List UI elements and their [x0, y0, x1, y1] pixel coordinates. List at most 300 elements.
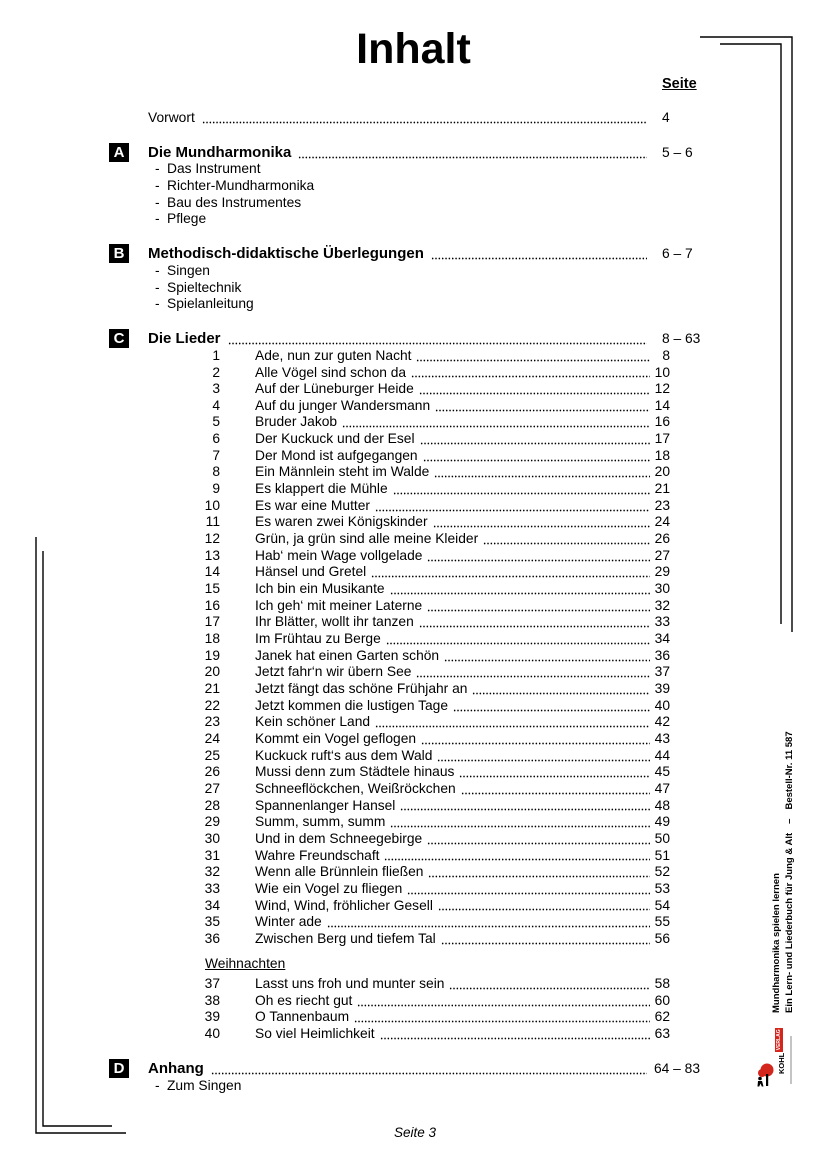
song-entry-main: [255, 731, 650, 748]
song-entry: [0, 398, 827, 415]
song-page-number: 17: [654, 431, 670, 447]
subitem-label: Pflege: [167, 211, 207, 227]
song-entry: [0, 348, 827, 365]
song-number: 26: [204, 764, 220, 780]
song-page-number: 42: [654, 714, 670, 730]
dot-leader: [461, 781, 650, 798]
table-of-contents: [0, 110, 827, 1095]
bullet-dash: -: [155, 194, 160, 210]
song-number: 36: [204, 930, 220, 946]
song-entry: [0, 714, 827, 731]
song-entry: [0, 581, 827, 598]
section-title: Anhang: [148, 1060, 204, 1078]
bullet-dash: -: [155, 296, 160, 312]
dot-leader: [453, 698, 650, 715]
entry-page-number: 4: [662, 109, 670, 125]
section-letter-badge: C: [109, 329, 129, 348]
song-entry: [0, 798, 827, 815]
song-entry: [0, 993, 827, 1010]
song-title: Der Mond ist aufgegangen: [255, 447, 418, 463]
song-title: Grün, ja grün sind alle meine Kleider: [255, 531, 479, 547]
song-page-number: 33: [654, 614, 670, 630]
section-subitem: [0, 211, 827, 228]
page-column-header: Seite: [662, 75, 697, 92]
dot-leader: [433, 514, 650, 531]
side-separator: –: [784, 818, 795, 824]
song-title: Der Kuckuck und der Esel: [255, 431, 415, 447]
song-number: 19: [204, 647, 220, 663]
dot-leader: [375, 498, 650, 515]
song-number: 9: [212, 481, 220, 497]
song-entry: [0, 631, 827, 648]
song-number: 4: [212, 397, 220, 413]
song-entry-main: [255, 664, 650, 681]
song-entry-main: [255, 398, 650, 415]
song-entry-main: [255, 365, 650, 382]
song-title: Kuckuck ruft‘s aus dem Wald: [255, 747, 433, 763]
song-page-number: 62: [654, 1009, 670, 1025]
song-page-number: 36: [654, 647, 670, 663]
song-entry: [0, 431, 827, 448]
song-entry-main: [255, 1026, 650, 1043]
song-number: 13: [204, 547, 220, 563]
song-entry: [0, 781, 827, 798]
song-title: Winter ade: [255, 914, 322, 930]
dot-leader: [202, 110, 647, 127]
song-page-number: 37: [654, 664, 670, 680]
song-entry-main: [255, 514, 650, 531]
song-number: 12: [204, 531, 220, 547]
song-title: Ade, nun zur guten Nacht: [255, 347, 412, 363]
song-title: Auf der Lüneburger Heide: [255, 381, 414, 397]
song-number: 25: [204, 747, 220, 763]
dot-leader: [371, 564, 650, 581]
song-entry: [0, 764, 827, 781]
song-entry-main: [255, 798, 650, 815]
section-letter-badge: B: [109, 244, 129, 263]
dot-leader: [354, 1009, 650, 1026]
song-page-number: 60: [654, 992, 670, 1008]
song-number: 40: [204, 1026, 220, 1042]
song-number: 2: [212, 364, 220, 380]
song-title: Ein Männlein steht im Walde: [255, 464, 430, 480]
song-title: Wind, Wind, fröhlicher Gesell: [255, 897, 433, 913]
song-page-number: 52: [654, 864, 670, 880]
song-entry-main: [255, 781, 650, 798]
song-number: 37: [204, 976, 220, 992]
dot-leader: [441, 931, 650, 948]
section-letter-badge: D: [109, 1059, 129, 1078]
song-page-number: 12: [654, 381, 670, 397]
song-entry: [0, 414, 827, 431]
dot-leader: [427, 831, 650, 848]
song-entry-main: [255, 764, 650, 781]
dot-leader: [416, 348, 650, 365]
song-number: 21: [204, 680, 220, 696]
subitem-label: Richter-Mundharmonika: [167, 177, 315, 193]
figure-head: [758, 1077, 762, 1081]
song-title: Mussi denn zum Städtele hinaus: [255, 764, 455, 780]
entry-main: [148, 110, 647, 127]
song-title: Es war eine Mutter: [255, 497, 371, 513]
song-number: 38: [204, 992, 220, 1008]
song-number: 27: [204, 780, 220, 796]
section-subitem: [0, 161, 827, 178]
song-page-number: 55: [654, 914, 670, 930]
song-entry: [0, 564, 827, 581]
song-title: Wenn alle Brünnlein fließen: [255, 864, 424, 880]
song-page-number: 8: [662, 347, 670, 363]
section-subitem: [0, 263, 827, 280]
dot-leader: [390, 814, 650, 831]
subitem-label: Das Instrument: [167, 161, 261, 177]
song-entry-main: [255, 748, 650, 765]
toc-entry-vorwort: [0, 110, 827, 127]
section-subitem: [0, 195, 827, 212]
song-entry: [0, 848, 827, 865]
dot-leader: [435, 398, 650, 415]
song-entry-main: [255, 914, 650, 931]
song-page-number: 56: [654, 930, 670, 946]
song-page-number: 14: [654, 397, 670, 413]
bullet-dash: -: [155, 1077, 160, 1093]
song-page-number: 50: [654, 830, 670, 846]
song-entry-main: [255, 898, 650, 915]
song-title: Jetzt fängt das schöne Frühjahr an: [255, 680, 468, 696]
song-entry-main: [255, 631, 650, 648]
dot-leader: [416, 664, 650, 681]
song-title: O Tannenbaum: [255, 1009, 350, 1025]
subitem-label: Zum Singen: [167, 1077, 242, 1093]
song-number: 20: [204, 664, 220, 680]
song-page-number: 10: [654, 364, 670, 380]
song-entry: [0, 598, 827, 615]
bullet-dash: -: [155, 161, 160, 177]
song-number: 17: [204, 614, 220, 630]
song-entry-main: [255, 714, 650, 731]
song-entry: [0, 731, 827, 748]
song-entry-main: [255, 348, 650, 365]
dot-leader: [459, 764, 650, 781]
song-entry-main: [255, 481, 650, 498]
dot-leader: [211, 1061, 647, 1078]
dot-leader: [327, 914, 650, 931]
song-title: Schneeflöckchen, Weißröckchen: [255, 780, 456, 796]
song-entry: [0, 464, 827, 481]
page-footer-number: Seite 3: [393, 1124, 437, 1140]
song-entry-main: [255, 464, 650, 481]
song-page-number: 49: [654, 814, 670, 830]
song-title: Kein schöner Land: [255, 714, 371, 730]
song-entry-main: [255, 1009, 650, 1026]
bullet-dash: -: [155, 177, 160, 193]
dot-leader: [386, 631, 650, 648]
song-entry: [0, 681, 827, 698]
song-page-number: 63: [654, 1026, 670, 1042]
song-entry-main: [255, 581, 650, 598]
dot-leader: [390, 581, 650, 598]
song-title: Auf du junger Wandersmann: [255, 397, 431, 413]
song-page-number: 27: [654, 547, 670, 563]
tree-trunk: [766, 1074, 768, 1086]
song-title: Alle Vögel sind schon da: [255, 364, 407, 380]
song-number: 1: [212, 347, 220, 363]
song-number: 18: [204, 631, 220, 647]
section-title: Die Mundharmonika: [148, 143, 292, 161]
song-number: 39: [204, 1009, 220, 1025]
section-heading-main: [148, 145, 647, 162]
song-title: Im Frühtau zu Berge: [255, 631, 381, 647]
dot-leader: [483, 531, 650, 548]
song-entry: [0, 976, 827, 993]
song-title: Janek hat einen Garten schön: [255, 647, 440, 663]
song-number: 29: [204, 814, 220, 830]
figure-body: [758, 1081, 764, 1087]
section-subitem: [0, 178, 827, 195]
dot-leader: [384, 848, 650, 865]
song-page-number: 45: [654, 764, 670, 780]
song-number: 16: [204, 597, 220, 613]
song-entry-main: [255, 831, 650, 848]
song-entry-main: [255, 498, 650, 515]
song-entry-main: [255, 864, 650, 881]
dot-leader: [449, 976, 650, 993]
dot-leader: [407, 881, 650, 898]
song-entry: [0, 1026, 827, 1043]
subsection-title: Weihnachten: [205, 956, 286, 972]
subitem-label: Spielanleitung: [167, 296, 254, 312]
subitem-label: Spieltechnik: [167, 279, 242, 295]
dot-leader: [444, 648, 650, 665]
song-entry: [0, 864, 827, 881]
song-number: 22: [204, 697, 220, 713]
song-page-number: 40: [654, 697, 670, 713]
song-number: 8: [212, 464, 220, 480]
dot-leader: [420, 431, 650, 448]
subitem-label: Singen: [167, 262, 210, 278]
song-entry-main: [255, 993, 650, 1010]
song-number: 3: [212, 381, 220, 397]
song-page-number: 58: [654, 976, 670, 992]
song-entry-main: [255, 931, 650, 948]
song-entry-main: [255, 414, 650, 431]
song-entry: [0, 381, 827, 398]
song-page-number: 43: [654, 730, 670, 746]
song-entry-main: [255, 531, 650, 548]
song-title: Kommt ein Vogel geflogen: [255, 730, 417, 746]
song-entry: [0, 548, 827, 565]
song-entry: [0, 514, 827, 531]
song-title: Ich bin ein Musikante: [255, 581, 385, 597]
song-entry-main: [255, 881, 650, 898]
song-entry-main: [255, 681, 650, 698]
song-title: Wie ein Vogel zu fliegen: [255, 880, 403, 896]
song-entry: [0, 931, 827, 948]
song-number: 5: [212, 414, 220, 430]
song-title: Oh es riecht gut: [255, 992, 353, 1008]
section-page-range: 5 – 6: [662, 144, 693, 160]
song-entry-main: [255, 598, 650, 615]
song-title: Hänsel und Gretel: [255, 564, 367, 580]
song-page-number: 32: [654, 597, 670, 613]
song-title: Bruder Jakob: [255, 414, 338, 430]
song-number: 32: [204, 864, 220, 880]
section-heading-b: [0, 246, 827, 263]
bullet-dash: -: [155, 279, 160, 295]
section-letter-badge: A: [109, 143, 129, 162]
song-title: Und in dem Schneegebirge: [255, 830, 423, 846]
song-number: 30: [204, 830, 220, 846]
song-entry-main: [255, 648, 650, 665]
side-imprint: [770, 731, 796, 1013]
tree-crown-small: [758, 1069, 766, 1077]
song-entry-main: [255, 381, 650, 398]
song-entry: [0, 481, 827, 498]
song-title: Jetzt kommen die lustigen Tage: [255, 697, 449, 713]
song-entry-main: [255, 814, 650, 831]
dot-leader: [400, 798, 650, 815]
song-page-number: 44: [654, 747, 670, 763]
dot-leader: [393, 481, 650, 498]
dot-leader: [428, 864, 650, 881]
dot-leader: [438, 898, 650, 915]
song-entry: [0, 698, 827, 715]
dot-leader: [434, 464, 650, 481]
song-page-number: 30: [654, 581, 670, 597]
song-entry: [0, 664, 827, 681]
song-entry-main: [255, 431, 650, 448]
song-page-number: 21: [654, 481, 670, 497]
song-entry-main: [255, 564, 650, 581]
song-entry: [0, 648, 827, 665]
song-entry-main: [255, 848, 650, 865]
song-entry: [0, 914, 827, 931]
song-page-number: 20: [654, 464, 670, 480]
side-subtitle-line: [783, 731, 796, 1013]
section-page-range: 64 – 83: [654, 1061, 701, 1077]
dot-leader: [472, 681, 650, 698]
dot-leader: [419, 381, 650, 398]
song-title: Spannenlanger Hansel: [255, 797, 396, 813]
logo-badge: VERLAG: [776, 1029, 782, 1051]
dot-leader: [421, 731, 650, 748]
song-number: 33: [204, 880, 220, 896]
song-number: 35: [204, 914, 220, 930]
dot-leader: [375, 714, 650, 731]
section-heading-main: [148, 331, 647, 348]
song-page-number: 16: [654, 414, 670, 430]
song-page-number: 53: [654, 880, 670, 896]
song-number: 10: [204, 497, 220, 513]
section-subitem: [0, 280, 827, 297]
song-number: 24: [204, 730, 220, 746]
section-subitem: [0, 1078, 827, 1095]
song-title: Zwischen Berg und tiefem Tal: [255, 930, 436, 946]
song-entry-main: [255, 548, 650, 565]
side-book-title: Mundharmonika spielen lernen: [771, 873, 782, 1013]
song-page-number: 47: [654, 780, 670, 796]
song-entry: [0, 831, 827, 848]
song-entry: [0, 448, 827, 465]
dot-leader: [419, 614, 650, 631]
song-entry: [0, 814, 827, 831]
song-page-number: 24: [654, 514, 670, 530]
section-heading-main: [148, 1061, 647, 1078]
song-title: Lasst uns froh und munter sein: [255, 976, 445, 992]
song-number: 23: [204, 714, 220, 730]
song-number: 31: [204, 847, 220, 863]
song-title: Es waren zwei Königskinder: [255, 514, 428, 530]
dot-leader: [427, 598, 650, 615]
song-title: Summ, summ, summ: [255, 814, 386, 830]
song-title: Wahre Freundschaft: [255, 847, 380, 863]
song-number: 14: [204, 564, 220, 580]
song-entry: [0, 898, 827, 915]
song-page-number: 39: [654, 680, 670, 696]
dot-leader: [423, 448, 650, 465]
song-page-number: 51: [654, 847, 670, 863]
song-number: 7: [212, 447, 220, 463]
page-title: Inhalt: [356, 25, 471, 73]
song-entry: [0, 1009, 827, 1026]
song-title: Jetzt fahr‘n wir übern See: [255, 664, 412, 680]
section-heading-c: [0, 331, 827, 348]
song-page-number: 26: [654, 531, 670, 547]
section-page-range: 8 – 63: [662, 331, 701, 347]
song-page-number: 18: [654, 447, 670, 463]
song-entry: [0, 531, 827, 548]
subitem-label: Bau des Instrumentes: [167, 194, 302, 210]
dot-leader: [357, 993, 650, 1010]
song-page-number: 48: [654, 797, 670, 813]
song-number: 11: [205, 514, 220, 530]
song-entry-main: [255, 976, 650, 993]
section-title: Die Lieder: [148, 330, 221, 348]
song-number: 34: [204, 897, 220, 913]
song-entry-main: [255, 614, 650, 631]
song-entry-main: [255, 698, 650, 715]
song-title: Ich geh‘ mit meiner Laterne: [255, 597, 423, 613]
song-title: Ihr Blätter, wollt ihr tanzen: [255, 614, 414, 630]
song-page-number: 23: [654, 497, 670, 513]
bullet-dash: -: [155, 211, 160, 227]
song-entry: [0, 498, 827, 515]
dot-leader: [228, 331, 647, 348]
logo-name: KOHL: [777, 1052, 786, 1074]
song-page-number: 54: [654, 897, 670, 913]
section-subitem: [0, 296, 827, 313]
song-title: Hab‘ mein Wage vollgelade: [255, 547, 423, 563]
song-page-number: 29: [654, 564, 670, 580]
song-entry: [0, 881, 827, 898]
publisher-logo: [775, 1028, 784, 1074]
side-subtitle: Ein Lern- und Liederbuch für Jung & Alt: [784, 832, 795, 1013]
section-page-range: 6 – 7: [662, 246, 693, 262]
side-order-number: Bestell-Nr. 11 587: [784, 731, 795, 810]
dot-leader: [431, 246, 647, 263]
song-entry: [0, 365, 827, 382]
song-entry: [0, 748, 827, 765]
dot-leader: [342, 414, 650, 431]
dot-leader: [427, 548, 650, 565]
dot-leader: [380, 1026, 650, 1043]
song-entry-main: [255, 448, 650, 465]
section-heading-main: [148, 246, 647, 263]
section-title: Methodisch-didaktische Überlegungen: [148, 245, 424, 263]
song-page-number: 34: [654, 631, 670, 647]
dot-leader: [298, 145, 647, 162]
subsection-heading-weihnachten: [0, 956, 827, 973]
